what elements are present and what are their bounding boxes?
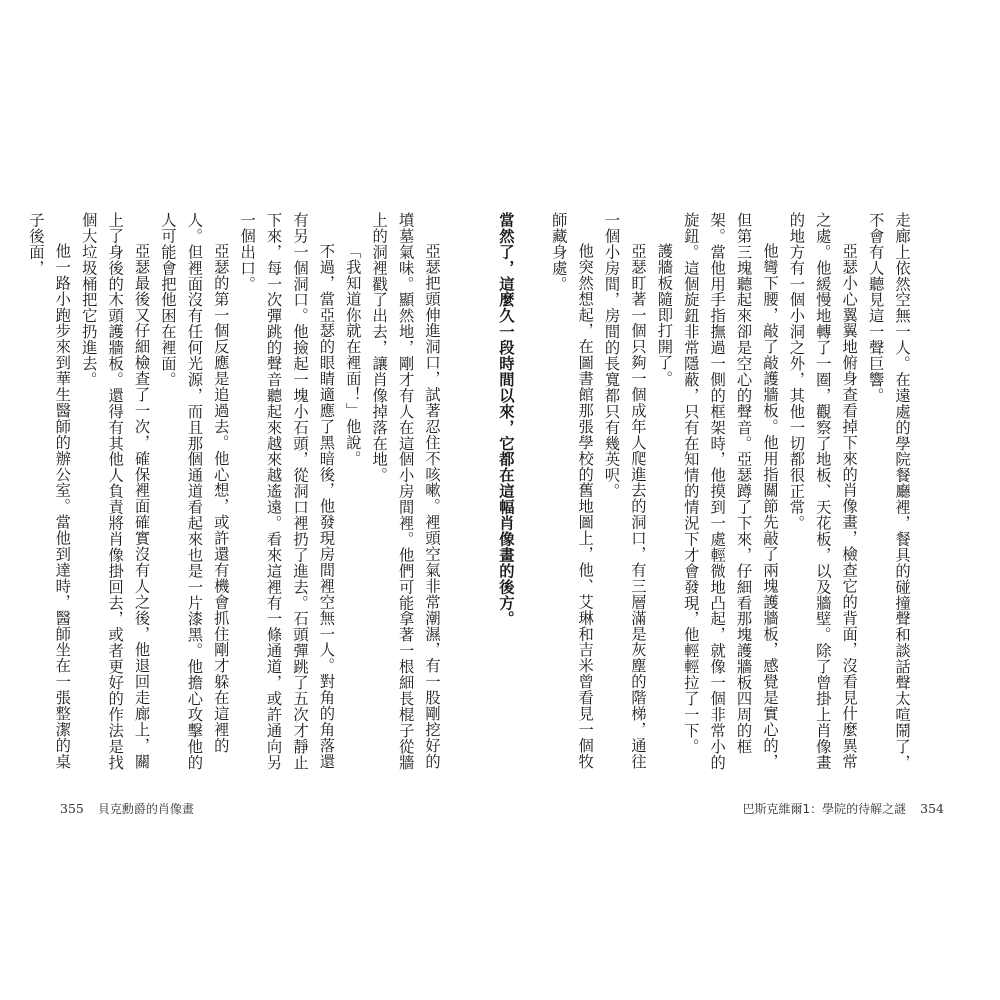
paragraph: 亞瑟最後又仔細檢查了一次，確保裡面確實沒有人之後，他退回走廊上，關上了身後的木頭護牆板。還得有其他人負責將肖像掛回去，或者更好的作法是找個大垃圾桶把它扔進去。 [79,212,151,771]
page-number: 354 [920,801,944,816]
paragraph: 當然了，這麼久一段時間以來，它都在這幅肖像畫的後方。 [496,212,515,627]
right-page-text [496,212,915,782]
paragraph: 亞瑟小心翼翼地俯身查看掉下來的肖像畫，檢查它的背面，沒看見什麼異常之處。他緩慢地轉了一圈，觀察了地板、天花板，以及牆壁。除了曾掛上肖像畫的地方有一個小洞之外，其他一切都很正常。 [787,212,859,771]
left-page-footer [60,800,194,817]
right-page [496,0,1000,1000]
running-head: 貝克勳爵的肖像畫 [97,802,194,816]
paragraph-gap [519,212,545,782]
paragraph: 不過，當亞瑟的眼睛適應了黑暗後，他發現房間裡空無一人。對角的角落還有另一個洞口。他撿起一塊小石頭，從洞口裡扔了進去。石頭彈跳了五次才靜止下來，每一次彈跳的聲音聽起來越來越遙遠。看來這裡有一條通道，或許通向另一個出口。 [238,212,336,771]
page-number: 355 [60,801,84,816]
paragraph: 亞瑟把頭伸進洞口，試著忍住不咳嗽。裡頭空氣非常潮濕，有一股剛挖好的墳墓氣味。顯然地，剛才有人在這個小房間裡。他們可能拿著一根細長棍子從牆上的洞裡戳了出去，讓肖像掉落在地。 [370,212,441,771]
paragraph: 他彎下腰，敲了敲護牆板。他用指關節先敲了兩塊護牆板，感覺是實心的，但第三塊聽起來卻是空心的聲音。亞瑟蹲了下來，仔細看那塊護牆板四周的框架。當他用手指撫過一側的框架時，他摸到一處輕微地凸起，就像一個非常小的旋鈕。這個旋鈕非常隱蔽，只有在知情的情況下才會發現，他輕輕拉了一下。 [681,212,779,771]
paragraph: 他突然想起，在圖書館那張學校的舊地圖上，他、艾琳和吉米曾看見一個牧師藏身處。 [549,212,595,769]
right-page-footer [743,800,945,817]
paragraph: 亞瑟盯著一個只夠一個成年人爬進去的洞口，有三層滿是灰塵的階梯，通往一個小房間，房間的長寬都只有幾英呎。 [602,212,647,769]
paragraph: 走廊上依然空無一人。在遠處的學院餐廳裡，餐具的碰撞聲和談話聲太喧鬧了，不會有人聽見這一聲巨響。 [866,212,911,771]
paragraph: 「我知道你就在裡面！」他說。 [343,242,362,466]
paragraph: 他一路小跑步來到華生醫師的辦公室。當他到達時，醫師坐在一張整潔的桌子後面， [26,212,72,769]
paragraph: 亞瑟的第一個反應是追過去。他心想，或許還有機會抓住剛才躲在這裡的人。但裡面沒有任何光源，而且那個通道看起來也是一片漆黑。他擔心攻擊他的人可能會把他困在裡面。 [158,212,230,771]
paragraph: 護牆板隨即打開了。 [655,242,674,387]
running-head: 巴斯克維爾1：學院的待解之謎 [742,802,907,816]
left-page-text [26,212,445,782]
